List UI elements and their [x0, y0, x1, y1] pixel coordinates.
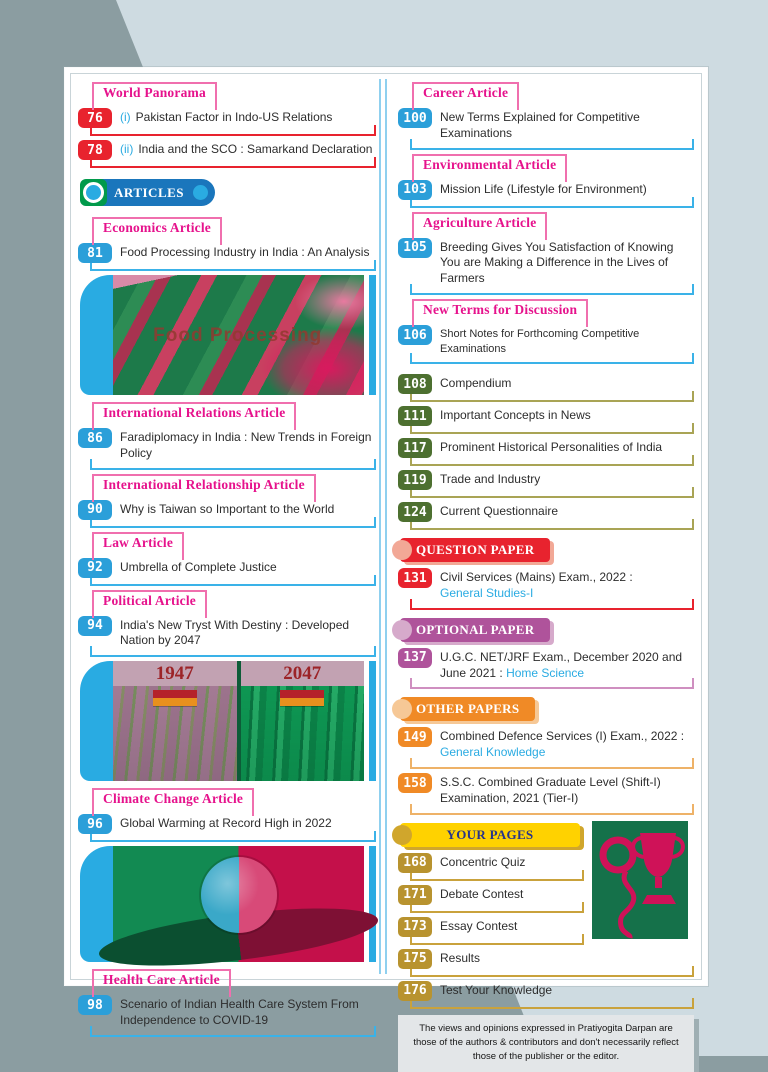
item-title: Mission Life (Lifestyle for Environment) [440, 181, 647, 196]
page-number-badge: 98 [78, 995, 112, 1015]
item-underline [90, 157, 376, 168]
item-underline [410, 934, 584, 945]
image-left-shape [80, 275, 113, 395]
item-title: Food Processing Industry in India : An Analysis [120, 245, 370, 259]
page-number-badge: 86 [78, 428, 112, 448]
image-caption: Food Processing [153, 325, 323, 347]
item-title: Why is Taiwan so Important to the World [120, 501, 335, 516]
item-title: (ii) India and the SCO : Samarkand Declaration [120, 142, 373, 156]
page-number-badge: 92 [78, 558, 112, 578]
page-number-badge: 81 [78, 243, 112, 263]
right-column [398, 79, 694, 1063]
section-heading-career: Career Article [412, 82, 519, 104]
toc-item [398, 470, 694, 498]
item-title: Global Warming at Record High in 2022 [120, 816, 332, 831]
page-number-badge: 117 [398, 438, 432, 458]
other-papers-banner: OTHER PAPERS [400, 697, 535, 721]
item-title: Trade and Industry [440, 472, 541, 487]
item-title: Compendium [440, 376, 512, 391]
section-heading-world-panorama: World Panorama [92, 82, 217, 104]
globe-shape [201, 857, 277, 933]
item-underline [410, 870, 584, 881]
page-number-badge: 119 [398, 470, 432, 490]
page-number-badge: 100 [398, 108, 432, 128]
food-processing-image [80, 275, 376, 395]
item-title: Test Your Knowledge [440, 982, 553, 997]
item-underline [410, 391, 694, 402]
page-number-badge: 171 [398, 885, 432, 905]
1947-2047-image [80, 661, 376, 781]
toc-item [398, 374, 694, 402]
page-number-badge: 176 [398, 981, 432, 1001]
item-title: Important Concepts in News [440, 408, 591, 423]
item-title: Prominent Historical Personalities of India [440, 440, 663, 455]
section-heading-agriculture: Agriculture Article [412, 212, 547, 234]
page-number-badge: 108 [398, 374, 432, 394]
item-underline [410, 998, 694, 1009]
item-underline [90, 260, 376, 271]
subject-link: Home Science [506, 665, 585, 680]
page-number-badge: 103 [398, 180, 432, 200]
toc-item [398, 238, 694, 295]
contents-page [65, 68, 707, 1063]
globe-hands-image [80, 846, 376, 962]
image-right-bar [369, 846, 376, 962]
item-title: India's New Tryst With Destiny : Developed Nation by 2047 [120, 617, 350, 648]
section-heading-economics: Economics Article [92, 217, 222, 239]
disclaimer-box: The views and opinions expressed in Pratiyogita Darpan are those of the authors & contributors and don't necessarily reflect those of the publisher or the editor. [398, 1015, 694, 1072]
item-prefix: (ii) [120, 142, 134, 156]
item-underline [90, 517, 376, 528]
item-title: Short Notes for Forthcoming Competitive Examinations [440, 328, 640, 355]
page-number-badge: 173 [398, 917, 432, 937]
flag-icon [280, 690, 324, 706]
page-number-badge: 131 [398, 568, 432, 588]
toc-item [398, 949, 694, 977]
item-title: U.G.C. NET/JRF Exam., December 2020 and June 2021 : Home Science [440, 649, 683, 680]
item-title: New Terms Explained for Competitive Examinations [440, 110, 640, 140]
subject-link: General Knowledge [440, 745, 546, 760]
toc-item [398, 325, 694, 364]
toc-item [398, 885, 584, 913]
section-heading-health-care: Health Care Article [92, 969, 231, 991]
toc-item [398, 180, 694, 208]
toc-item [398, 773, 694, 815]
toc-item [78, 428, 376, 470]
item-underline [410, 197, 694, 208]
page-number-badge: 158 [398, 773, 432, 793]
item-title: Breeding Gives You Satisfaction of Knowing You are Making a Difference in the Lives of Farmers [440, 239, 674, 286]
column-divider [379, 79, 387, 974]
section-heading-intl-relationship: International Relationship Article [92, 474, 316, 496]
trophy-image [592, 821, 688, 939]
toc-item [78, 814, 376, 842]
section-heading-climate: Climate Change Article [92, 788, 254, 810]
item-title: Current Questionnaire [440, 504, 559, 519]
item-underline [90, 575, 376, 586]
section-heading-political: Political Article [92, 590, 207, 612]
toc-item [398, 438, 694, 466]
item-title: Combined Defence Services (I) Exam., 2022 : General Knowledge [440, 729, 685, 760]
articles-label: ARTICLES [114, 184, 185, 200]
item-title: Debate Contest [440, 886, 524, 901]
toc-item [398, 853, 584, 881]
optional-paper-banner: OPTIONAL PAPER [400, 618, 550, 642]
dot-icon [193, 185, 208, 200]
image-right-bar [369, 661, 376, 781]
page-number-badge: 168 [398, 853, 432, 873]
item-title: Scenario of Indian Health Care System From Independence to COVID-19 [120, 997, 359, 1028]
toc-item [398, 406, 694, 434]
left-column [78, 79, 376, 1028]
item-title: S.S.C. Combined Graduate Level (Shift-I) Examination, 2021 (Tier-I) [440, 775, 661, 805]
item-title: Essay Contest [440, 918, 518, 933]
image-right-bar [369, 275, 376, 395]
articles-square-icon [80, 179, 107, 206]
year-label: 1947 [113, 661, 237, 686]
item-underline [410, 455, 694, 466]
toc-item [398, 917, 584, 945]
year-label: 2047 [241, 661, 365, 686]
page-number-badge: 90 [78, 500, 112, 520]
toc-item [78, 500, 376, 528]
page-number-badge: 106 [398, 325, 432, 345]
item-title: Civil Services (Mains) Exam., 2022 : General Studies-I [440, 570, 633, 600]
item-prefix: (i) [120, 110, 131, 124]
item-title: Concentric Quiz [440, 854, 526, 869]
ring-icon [83, 182, 104, 203]
toc-item [398, 981, 694, 1009]
section-heading-intl-relations: International Relations Article [92, 402, 296, 424]
image-1947-half [113, 661, 241, 781]
toc-item [78, 616, 376, 658]
item-title: (i) Pakistan Factor in Indo-US Relations [120, 110, 333, 124]
item-underline [90, 125, 376, 136]
page-number-badge: 94 [78, 616, 112, 636]
toc-item [78, 995, 376, 1037]
item-title: Results [440, 950, 481, 965]
toc-item [78, 243, 376, 271]
section-heading-new-terms: New Terms for Discussion [412, 299, 588, 321]
page-number-badge: 175 [398, 949, 432, 969]
item-underline [410, 519, 694, 530]
articles-banner [80, 179, 215, 206]
section-heading-environmental: Environmental Article [412, 154, 567, 176]
toc-item [398, 648, 694, 690]
page-number-badge: 76 [78, 108, 112, 128]
page-number-badge: 149 [398, 727, 432, 747]
item-title: Umbrella of Complete Justice [120, 559, 277, 574]
image-left-shape [80, 661, 113, 781]
item-underline [410, 966, 694, 977]
section-heading-law: Law Article [92, 532, 184, 554]
flag-icon [153, 690, 197, 706]
subject-link: General Studies-I [440, 586, 534, 600]
toc-item [398, 568, 694, 610]
toc-item [78, 558, 376, 586]
question-paper-banner: QUESTION PAPER [400, 538, 550, 562]
item-underline [410, 423, 694, 434]
item-underline [410, 487, 694, 498]
item-underline [90, 831, 376, 842]
toc-item [78, 140, 376, 168]
item-title: Faradiplomacy in India : New Trends in Foreign Policy [120, 430, 372, 460]
toc-item [398, 727, 694, 769]
image-2047-half [241, 661, 365, 781]
page-number-badge: 124 [398, 502, 432, 522]
page-number-badge: 96 [78, 814, 112, 834]
page-number-badge: 137 [398, 648, 432, 668]
your-pages-banner: YOUR PAGES [400, 823, 580, 847]
item-underline [410, 902, 584, 913]
toc-item [398, 502, 694, 530]
page-number-badge: 78 [78, 140, 112, 160]
page-number-badge: 105 [398, 238, 432, 258]
your-pages-section [398, 819, 694, 1009]
toc-item [78, 108, 376, 136]
toc-item [398, 108, 694, 150]
page-number-badge: 111 [398, 406, 432, 426]
